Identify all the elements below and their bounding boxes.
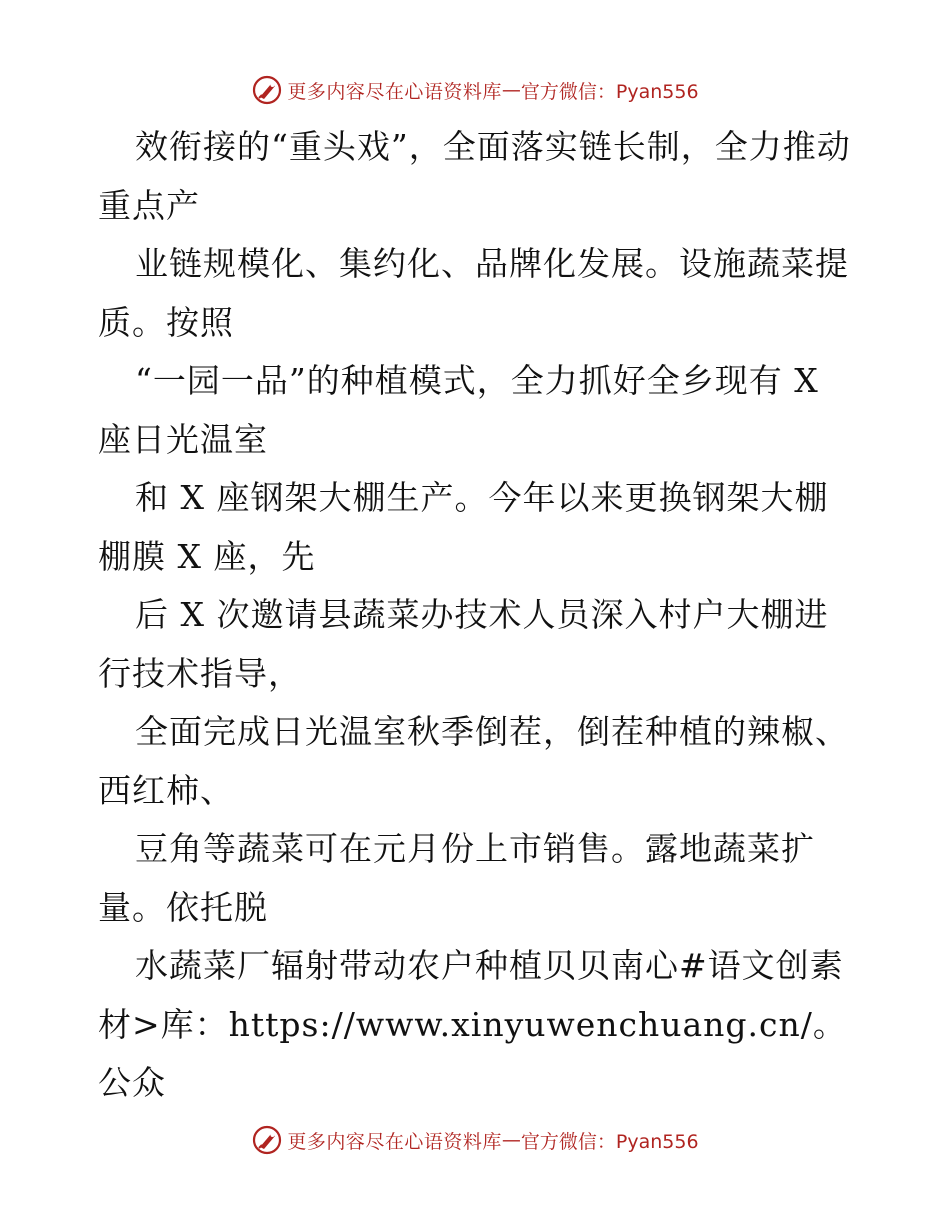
pen-nib-logo-icon bbox=[251, 1124, 283, 1156]
page-footer-watermark bbox=[0, 1120, 950, 1160]
paragraph-8: 水蔬菜厂辐射带动农户种植贝贝南心#语文创素材>库：https://www.xinyuwenchuang.cn/。公众 bbox=[98, 946, 847, 1102]
paragraph-3: “一园一品”的种植模式，全力抓好全乡现有 X 座日光温室 bbox=[98, 361, 819, 459]
header-watermark-separator: — bbox=[501, 79, 521, 101]
document-body bbox=[98, 118, 858, 1113]
footer-watermark-separator: — bbox=[501, 1129, 521, 1151]
pen-nib-logo-icon bbox=[251, 74, 283, 106]
paragraph-4: 和 X 座钢架大棚生产。今年以来更换钢架大棚棚膜 X 座，先 bbox=[98, 478, 829, 576]
paragraph-5: 后 X 次邀请县蔬菜办技术人员深入村户大棚进行技术指导， bbox=[98, 595, 829, 693]
paragraph-7: 豆角等蔬菜可在元月份上市销售。露地蔬菜扩量。依托脱 bbox=[98, 829, 815, 927]
footer-watermark-contact: 官方微信：Pyan556 bbox=[520, 1130, 699, 1153]
footer-watermark-text: 更多内容尽在心语资料库 bbox=[287, 1130, 502, 1153]
header-watermark-text: 更多内容尽在心语资料库 bbox=[287, 80, 502, 103]
paragraph-1: 效衔接的“重头戏”，全面落实链长制，全力推动重点产 bbox=[98, 127, 851, 225]
paragraph-6: 全面完成日光温室秋季倒茬，倒茬种植的辣椒、西红柿、 bbox=[98, 712, 849, 810]
header-watermark-contact: 官方微信：Pyan556 bbox=[520, 80, 699, 103]
page-header-watermark bbox=[0, 70, 950, 110]
paragraph-2: 业链规模化、集约化、品牌化发展。设施蔬菜提质。按照 bbox=[98, 244, 849, 342]
